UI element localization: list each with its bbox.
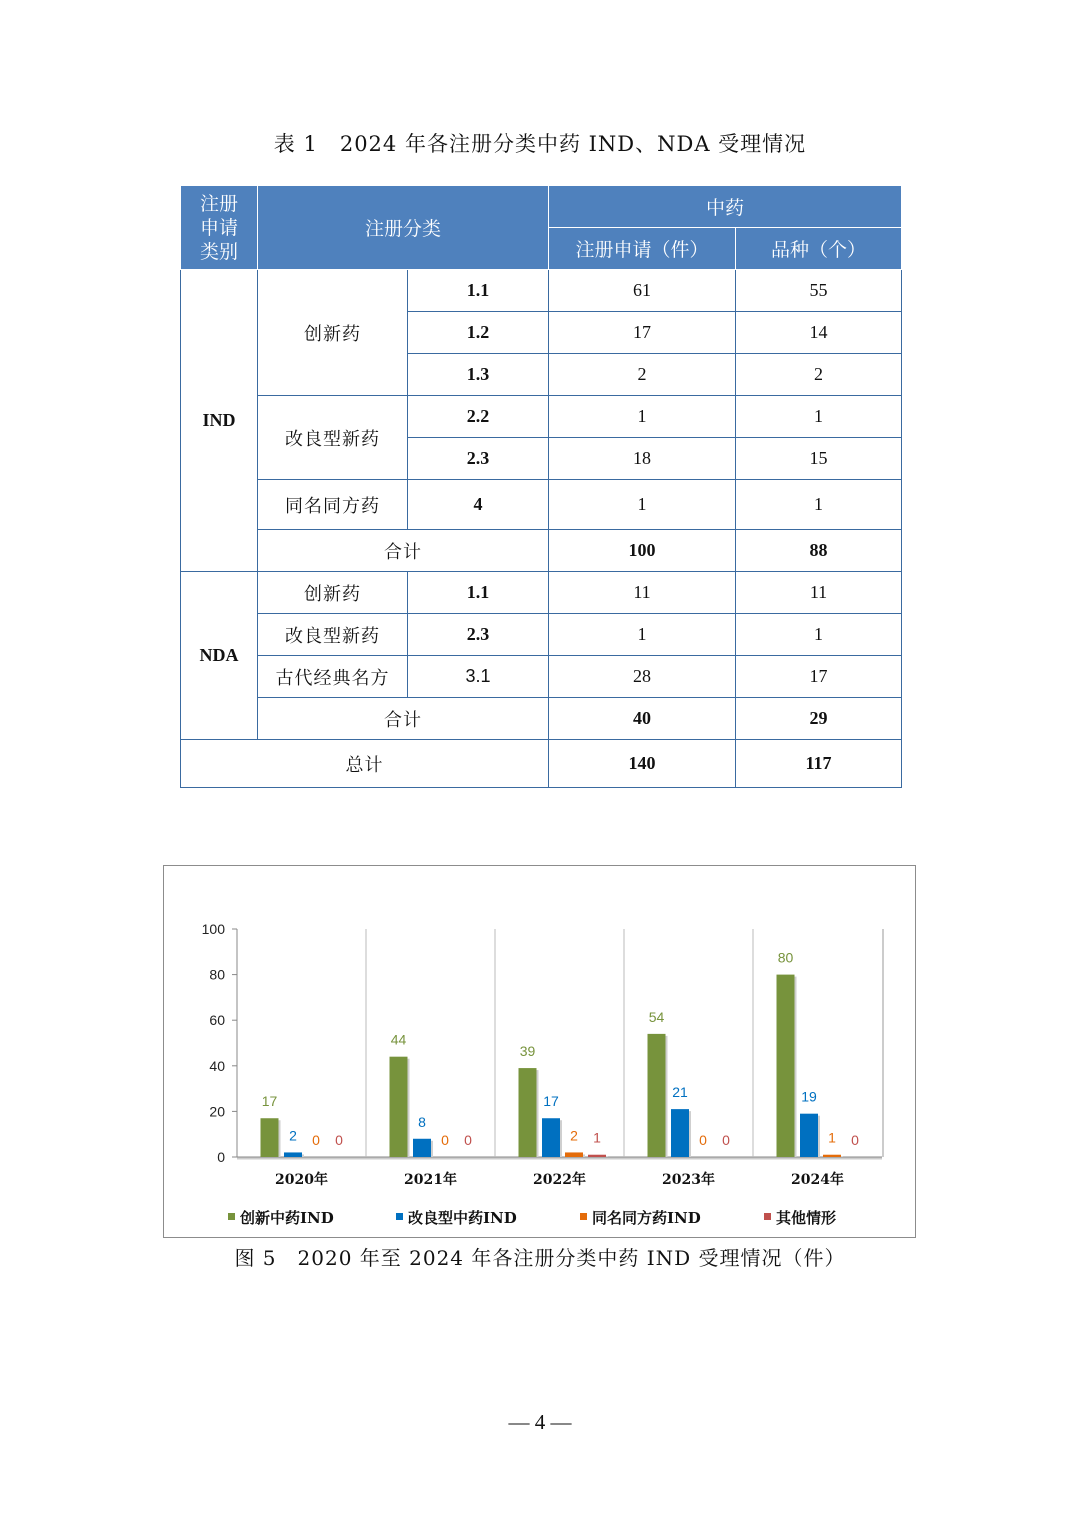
bar <box>284 1152 302 1157</box>
applications-cell: 28 <box>549 656 736 698</box>
legend-label: 改良型中药IND <box>408 1209 517 1227</box>
table-row <box>181 740 902 788</box>
header-tcm: 中药 <box>549 186 902 228</box>
total-varieties: 117 <box>736 740 902 788</box>
applications-cell: 11 <box>549 572 736 614</box>
page-number: — 4 — <box>508 1410 572 1434</box>
code-cell: 2.3 <box>408 614 549 656</box>
table-caption: 表 1 2024 年各注册分类中药 IND、NDA 受理情况 <box>273 132 807 156</box>
code-cell: 4 <box>408 480 549 530</box>
bar <box>777 975 795 1157</box>
table-row <box>181 396 902 438</box>
table-row <box>181 656 902 698</box>
header-category: 注册 申请 类别 <box>181 186 258 270</box>
applications-cell: 17 <box>549 312 736 354</box>
bar <box>648 1034 666 1157</box>
ind-group-same-name: 同名同方药 <box>258 480 408 530</box>
header-applications: 注册申请（件） <box>549 228 736 270</box>
data-label: 2 <box>570 1127 578 1144</box>
bar-chart <box>164 866 917 1239</box>
bar <box>261 1118 279 1157</box>
data-label: 0 <box>722 1132 730 1148</box>
registration-table <box>180 185 902 788</box>
ind-label: IND <box>181 270 258 572</box>
nda-label: NDA <box>181 572 258 740</box>
legend-swatch <box>228 1213 235 1220</box>
nda-subtotal-label: 合计 <box>258 698 549 740</box>
x-tick-label: 2024年 <box>791 1172 844 1188</box>
data-label: 0 <box>699 1132 707 1148</box>
data-label: 0 <box>851 1132 859 1148</box>
data-label: 17 <box>261 1093 278 1110</box>
ind-subtotal-varieties: 88 <box>736 530 902 572</box>
total-applications: 140 <box>549 740 736 788</box>
data-label: 0 <box>335 1132 343 1148</box>
code-cell: 1.2 <box>408 312 549 354</box>
y-tick-label: 40 <box>209 1057 225 1074</box>
table-row <box>181 614 902 656</box>
varieties-cell: 11 <box>736 572 902 614</box>
y-tick-label: 20 <box>209 1103 225 1120</box>
varieties-cell: 14 <box>736 312 902 354</box>
y-tick-label: 0 <box>217 1149 225 1165</box>
legend-label: 创新中药IND <box>240 1209 334 1227</box>
data-label: 0 <box>312 1132 320 1148</box>
nda-group: 创新药 <box>258 572 408 614</box>
data-label: 2 <box>289 1127 297 1144</box>
legend-swatch <box>396 1213 403 1220</box>
bar <box>823 1155 841 1157</box>
data-label: 39 <box>519 1043 536 1060</box>
ind-subtotal-applications: 100 <box>549 530 736 572</box>
code-cell: 1.1 <box>408 572 549 614</box>
applications-cell: 1 <box>549 480 736 530</box>
ind-group-innovative: 创新药 <box>258 270 408 396</box>
table-row <box>181 698 902 740</box>
table-row <box>181 572 902 614</box>
data-label: 19 <box>801 1088 817 1105</box>
x-tick-label: 2020年 <box>275 1172 328 1188</box>
legend-label: 同名同方药IND <box>592 1209 701 1227</box>
x-tick-label: 2023年 <box>662 1172 715 1188</box>
ind-group-improved: 改良型新药 <box>258 396 408 480</box>
bar <box>519 1068 537 1157</box>
y-tick-label: 80 <box>209 966 225 983</box>
bar <box>800 1114 818 1157</box>
table-row <box>181 270 902 312</box>
code-cell: 3.1 <box>408 656 549 698</box>
x-tick-label: 2021年 <box>404 1172 457 1188</box>
y-tick-label: 100 <box>201 921 225 937</box>
nda-subtotal-applications: 40 <box>549 698 736 740</box>
data-label: 21 <box>672 1084 688 1101</box>
header-varieties: 品种（个） <box>736 228 902 270</box>
data-label: 1 <box>593 1129 601 1146</box>
code-cell: 2.2 <box>408 396 549 438</box>
table-row <box>181 530 902 572</box>
x-tick-label: 2022年 <box>533 1172 586 1188</box>
applications-cell: 18 <box>549 438 736 480</box>
data-label: 44 <box>390 1031 407 1048</box>
data-label: 8 <box>418 1113 426 1130</box>
applications-cell: 1 <box>549 614 736 656</box>
varieties-cell: 1 <box>736 614 902 656</box>
y-tick-label: 60 <box>209 1012 225 1029</box>
code-cell: 1.1 <box>408 270 549 312</box>
table-row <box>181 480 902 530</box>
bar <box>671 1109 689 1157</box>
bar <box>413 1139 431 1157</box>
data-label: 17 <box>543 1093 559 1110</box>
legend-swatch <box>580 1213 587 1220</box>
bar <box>542 1118 560 1157</box>
legend-swatch <box>764 1213 771 1220</box>
data-label: 0 <box>464 1132 472 1148</box>
varieties-cell: 2 <box>736 354 902 396</box>
figure-caption: 图 5 2020 年至 2024 年各注册分类中药 IND 受理情况（件） <box>234 1246 846 1270</box>
bar <box>588 1155 606 1157</box>
code-cell: 2.3 <box>408 438 549 480</box>
nda-subtotal-varieties: 29 <box>736 698 902 740</box>
total-label: 总计 <box>181 740 549 788</box>
applications-cell: 2 <box>549 354 736 396</box>
data-label: 0 <box>441 1132 449 1148</box>
varieties-cell: 17 <box>736 656 902 698</box>
legend-label: 其他情形 <box>776 1209 837 1227</box>
bar <box>390 1057 408 1157</box>
data-label: 54 <box>648 1008 665 1025</box>
varieties-cell: 1 <box>736 396 902 438</box>
nda-group: 古代经典名方 <box>258 656 408 698</box>
applications-cell: 1 <box>549 396 736 438</box>
code-cell: 1.3 <box>408 354 549 396</box>
varieties-cell: 1 <box>736 480 902 530</box>
bar <box>565 1152 583 1157</box>
nda-group: 改良型新药 <box>258 614 408 656</box>
header-classification: 注册分类 <box>258 186 549 270</box>
data-label: 1 <box>828 1129 836 1146</box>
applications-cell: 61 <box>549 270 736 312</box>
data-label: 80 <box>777 949 794 966</box>
varieties-cell: 15 <box>736 438 902 480</box>
varieties-cell: 55 <box>736 270 902 312</box>
chart-container <box>163 865 916 1238</box>
ind-subtotal-label: 合计 <box>258 530 549 572</box>
